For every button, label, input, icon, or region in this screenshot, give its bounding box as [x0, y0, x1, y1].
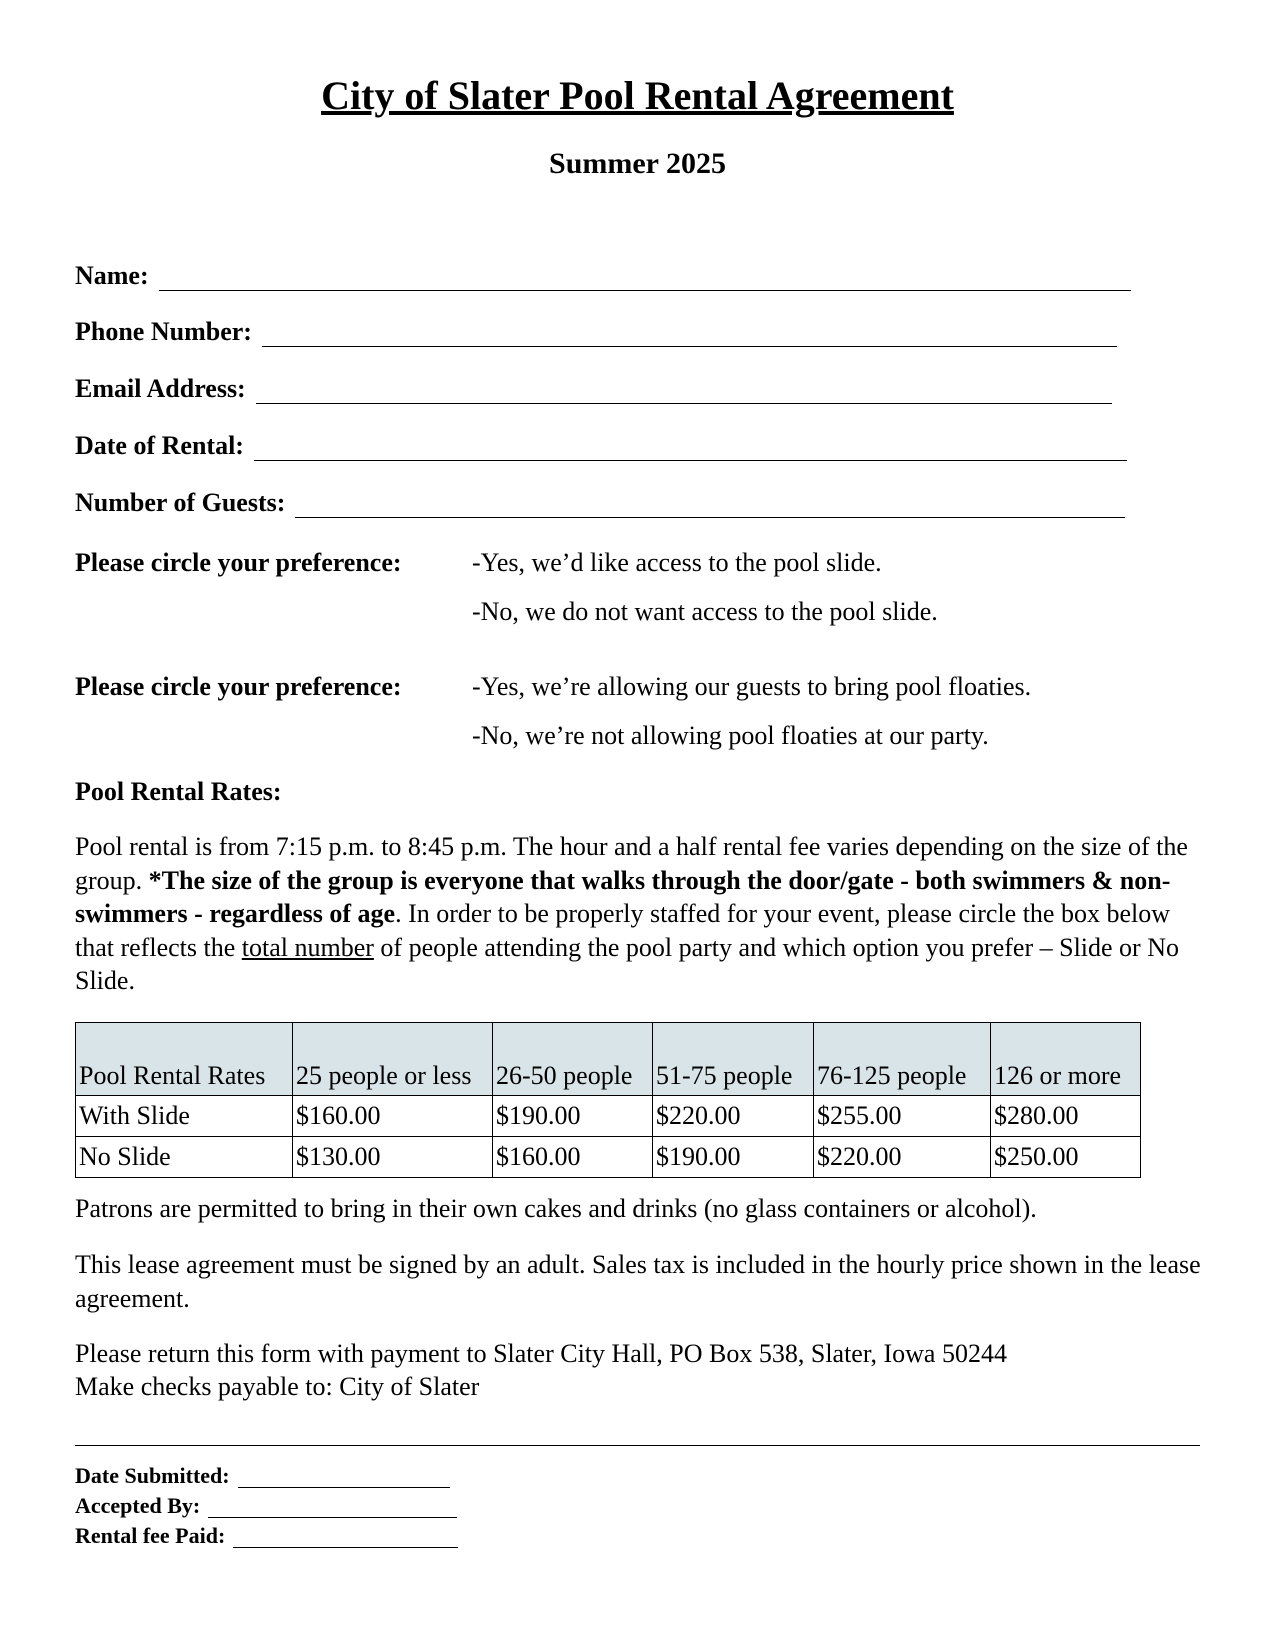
- header-cell: Pool Rental Rates: [76, 1023, 293, 1096]
- document-title: City of Slater Pool Rental Agreement: [321, 73, 954, 118]
- slide-yes-option[interactable]: -Yes, we’d like access to the pool slide.: [472, 548, 882, 577]
- date-submitted-line[interactable]: [238, 1467, 450, 1488]
- rates-text-underline: total number: [241, 932, 374, 962]
- phone-label: Phone Number:: [75, 317, 252, 346]
- checks-note: Make checks payable to: City of Slater: [75, 1372, 480, 1401]
- rate-cell[interactable]: $280.00: [991, 1096, 1141, 1137]
- header-cell[interactable]: 76-125 people: [814, 1023, 991, 1096]
- document-subtitle: Summer 2025: [549, 147, 726, 180]
- rate-cell[interactable]: $130.00: [293, 1137, 493, 1178]
- header-cell[interactable]: 25 people or less: [293, 1023, 493, 1096]
- date-submitted-label: Date Submitted:: [75, 1463, 230, 1488]
- email-field[interactable]: [75, 375, 1112, 404]
- rates-table-header-row: [76, 1023, 1141, 1096]
- email-line[interactable]: [256, 379, 1112, 404]
- guests-field[interactable]: [75, 489, 1125, 518]
- phone-line[interactable]: [262, 322, 1117, 347]
- date-submitted-field[interactable]: [75, 1464, 450, 1488]
- guests-label: Number of Guests:: [75, 488, 286, 517]
- rates-text-3: of people attending the pool party and which option you prefer – Slide or No Slide.: [75, 932, 1179, 995]
- table-row: [76, 1096, 1141, 1137]
- row-label: No Slide: [76, 1137, 293, 1178]
- rates-heading: Pool Rental Rates:: [75, 777, 282, 806]
- rental-date-line[interactable]: [254, 436, 1127, 461]
- rate-cell[interactable]: $220.00: [653, 1096, 814, 1137]
- header-cell[interactable]: 26-50 people: [493, 1023, 653, 1096]
- rental-fee-paid-label: Rental fee Paid:: [75, 1523, 226, 1548]
- rental-fee-paid-line[interactable]: [233, 1527, 458, 1548]
- rates-text-bold: *The size of the group is everyone that walks through the door/gate - both swimmers & non-swimmers - regardless of age: [75, 865, 1171, 928]
- header-cell[interactable]: 126 or more: [991, 1023, 1141, 1096]
- floaties-yes-option[interactable]: -Yes, we’re allowing our guests to bring pool floaties.: [472, 672, 1032, 701]
- slide-preference-label: Please circle your preference:: [75, 548, 402, 577]
- accepted-by-label: Accepted By:: [75, 1493, 201, 1518]
- rates-text-2: . In order to be properly staffed for your event, please circle the box below that reflects the: [75, 899, 1171, 962]
- return-note: Please return this form with payment to Slater City Hall, PO Box 538, Slater, Iowa 50244: [75, 1339, 1007, 1368]
- patrons-note: Patrons are permitted to bring in their own cakes and drinks (no glass containers or alcohol).: [75, 1194, 1037, 1223]
- rates-description: [75, 830, 1210, 998]
- rate-cell[interactable]: $255.00: [814, 1096, 991, 1137]
- header-cell[interactable]: 51-75 people: [653, 1023, 814, 1096]
- name-line[interactable]: [159, 266, 1131, 291]
- accepted-by-line[interactable]: [208, 1497, 457, 1518]
- rates-text-1: Pool rental is from 7:15 p.m. to 8:45 p.m. The hour and a half rental fee varies depending on the size of the group.: [75, 832, 1188, 895]
- table-row: [76, 1137, 1141, 1178]
- email-label: Email Address:: [75, 374, 246, 403]
- slide-no-option[interactable]: -No, we do not want access to the pool slide.: [472, 597, 938, 626]
- accepted-by-field[interactable]: [75, 1494, 457, 1518]
- office-use-divider: [75, 1445, 1200, 1446]
- guests-line[interactable]: [295, 493, 1125, 518]
- name-label: Name:: [75, 261, 149, 290]
- lease-note: This lease agreement must be signed by an adult. Sales tax is included in the hourly price shown in the lease agreement.: [75, 1250, 1201, 1313]
- rental-date-label: Date of Rental:: [75, 431, 244, 460]
- rate-cell[interactable]: $190.00: [493, 1096, 653, 1137]
- rate-cell[interactable]: $250.00: [991, 1137, 1141, 1178]
- rate-cell[interactable]: $160.00: [293, 1096, 493, 1137]
- rate-cell[interactable]: $220.00: [814, 1137, 991, 1178]
- name-field[interactable]: [75, 262, 1131, 291]
- floaties-no-option[interactable]: -No, we’re not allowing pool floaties at our party.: [472, 721, 989, 750]
- rate-cell[interactable]: $190.00: [653, 1137, 814, 1178]
- rental-date-field[interactable]: [75, 432, 1127, 461]
- rental-fee-paid-field[interactable]: [75, 1524, 458, 1548]
- phone-field[interactable]: [75, 318, 1117, 347]
- rate-cell[interactable]: $160.00: [493, 1137, 653, 1178]
- rates-table: [75, 1022, 1141, 1178]
- row-label: With Slide: [76, 1096, 293, 1137]
- floaties-preference-label: Please circle your preference:: [75, 672, 402, 701]
